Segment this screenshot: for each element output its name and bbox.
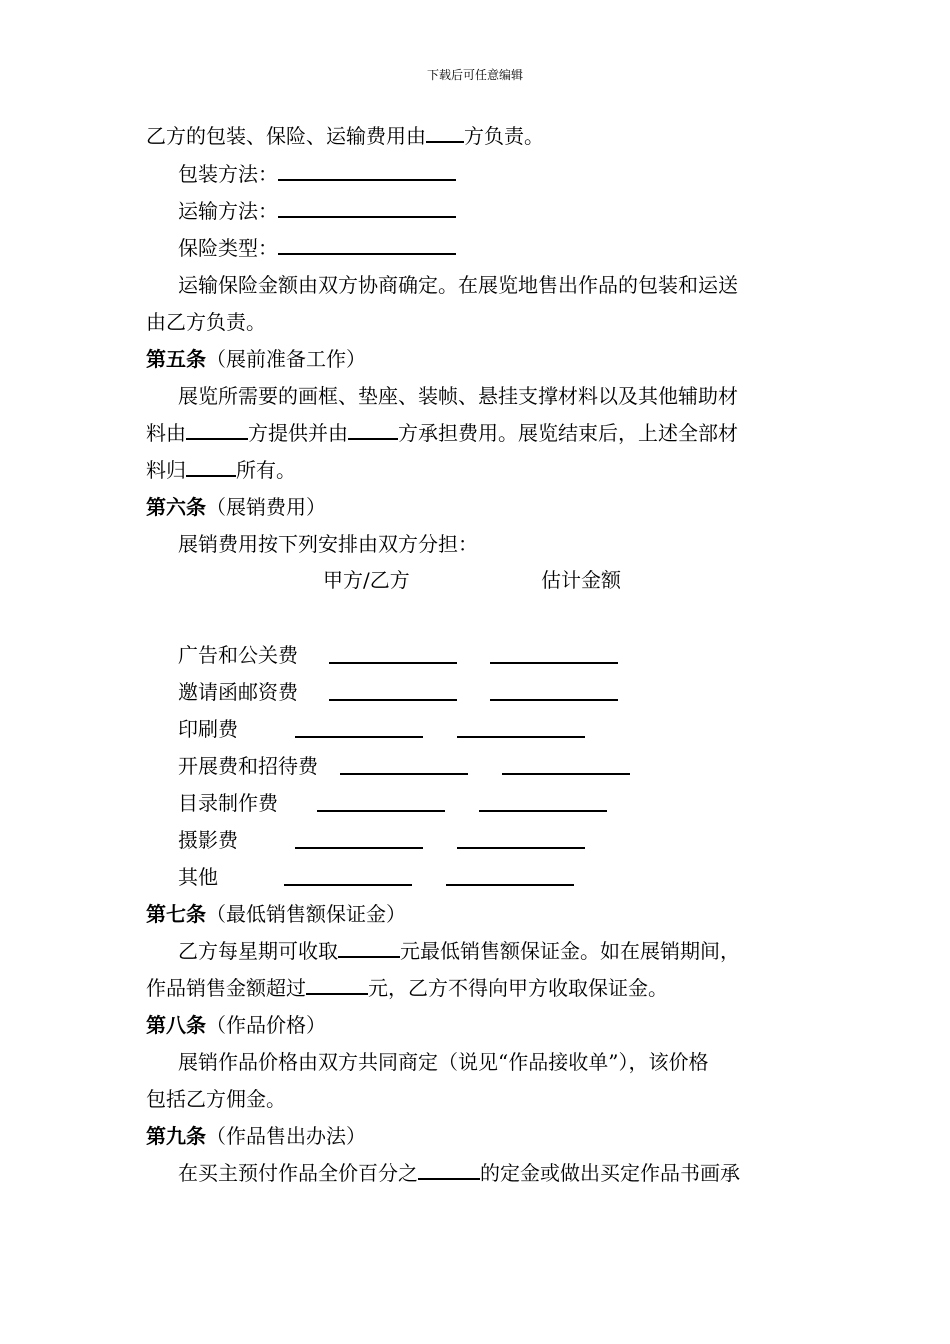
fee-label: 摄影费 xyxy=(178,828,238,852)
payment-clause xyxy=(146,124,544,148)
fee-label: 印刷费 xyxy=(178,717,238,741)
text-span: 方负责。 xyxy=(464,124,544,148)
fee-party-blank xyxy=(329,699,457,701)
paragraph-line xyxy=(178,939,740,963)
text-span: 乙方每星期可收取 xyxy=(178,939,338,963)
fee-label: 目录制作费 xyxy=(178,791,278,815)
insurance-type-row xyxy=(178,236,456,260)
fee-party-blank xyxy=(284,884,412,886)
blank-field xyxy=(306,976,368,995)
article-number: 第七条 xyxy=(146,902,206,926)
column-header-amount: 估计金额 xyxy=(541,568,621,592)
paragraph-line xyxy=(146,976,668,1000)
paragraph-line: 由乙方负责。 xyxy=(146,310,266,334)
blank-field xyxy=(418,1161,480,1180)
text-span: 作品销售金额超过 xyxy=(146,976,306,1000)
article-title: （作品售出办法） xyxy=(206,1124,366,1148)
shipping-method-row xyxy=(178,199,456,223)
fee-amount-blank xyxy=(502,773,630,775)
blank-field xyxy=(186,421,248,440)
text-span: 乙方的包装、保险、运输费用由 xyxy=(146,124,426,148)
article-7-heading xyxy=(146,902,406,926)
text-span: 料由 xyxy=(146,421,186,445)
fee-amount-blank xyxy=(490,662,618,664)
blank-field xyxy=(278,199,456,218)
page-header: 下载后可任意编辑 xyxy=(426,68,523,82)
article-8-heading xyxy=(146,1013,326,1037)
fee-amount-blank xyxy=(479,810,607,812)
article-number: 第五条 xyxy=(146,347,206,371)
fee-party-blank xyxy=(329,662,457,664)
paragraph-line: 展销费用按下列安排由双方分担： xyxy=(178,532,478,556)
field-label: 运输方法： xyxy=(178,199,278,223)
fee-amount-blank xyxy=(490,699,618,701)
field-label: 保险类型： xyxy=(178,236,278,260)
text-span: 方提供并由 xyxy=(248,421,348,445)
fee-amount-blank xyxy=(457,736,585,738)
text-span: 料归 xyxy=(146,458,186,482)
text-span: 元，乙方不得向甲方收取保证金。 xyxy=(368,976,668,1000)
fee-label: 广告和公关费 xyxy=(178,643,298,667)
fee-amount-blank xyxy=(446,884,574,886)
paragraph-line: 展销作品价格由双方共同商定（说见“作品接收单”），该价格 xyxy=(178,1050,709,1074)
packing-method-row xyxy=(178,162,456,186)
paragraph-line: 包括乙方佣金。 xyxy=(146,1087,286,1111)
paragraph-line: 展览所需要的画框、垫座、装帧、悬挂支撑材料以及其他辅助材 xyxy=(178,384,738,408)
text-span: 所有。 xyxy=(236,458,296,482)
text-span: 的定金或做出买定作品书画承 xyxy=(480,1161,740,1185)
blank-field xyxy=(278,162,456,181)
blank-field xyxy=(426,124,464,143)
fee-amount-blank xyxy=(457,847,585,849)
text-span: 在买主预付作品全价百分之 xyxy=(178,1161,418,1185)
fee-party-blank xyxy=(317,810,445,812)
article-number: 第九条 xyxy=(146,1124,206,1148)
text-span: 元最低销售额保证金。如在展销期间， xyxy=(400,939,740,963)
field-label: 包装方法： xyxy=(178,162,278,186)
blank-field xyxy=(348,421,398,440)
article-9-heading xyxy=(146,1124,366,1148)
article-title: （最低销售额保证金） xyxy=(206,902,406,926)
blank-field xyxy=(186,458,236,477)
column-header-party: 甲方/乙方 xyxy=(323,568,410,592)
text-span: 方承担费用。展览结束后，上述全部材 xyxy=(398,421,738,445)
paragraph-line xyxy=(178,1161,740,1185)
paragraph-line xyxy=(146,458,296,482)
fee-party-blank xyxy=(295,847,423,849)
blank-field xyxy=(278,236,456,255)
article-title: （展销费用） xyxy=(206,495,326,519)
blank-field xyxy=(338,939,400,958)
article-title: （作品价格） xyxy=(206,1013,326,1037)
article-number: 第八条 xyxy=(146,1013,206,1037)
paragraph-line xyxy=(146,421,738,445)
fee-label: 邀请函邮资费 xyxy=(178,680,298,704)
article-6-heading xyxy=(146,495,326,519)
fee-party-blank xyxy=(340,773,468,775)
article-title: （展前准备工作） xyxy=(206,347,366,371)
fee-party-blank xyxy=(295,736,423,738)
paragraph-line: 运输保险金额由双方协商确定。在展览地售出作品的包装和运送 xyxy=(178,273,738,297)
fee-label: 开展费和招待费 xyxy=(178,754,318,778)
article-5-heading xyxy=(146,347,366,371)
article-number: 第六条 xyxy=(146,495,206,519)
fee-label: 其他 xyxy=(178,865,218,889)
